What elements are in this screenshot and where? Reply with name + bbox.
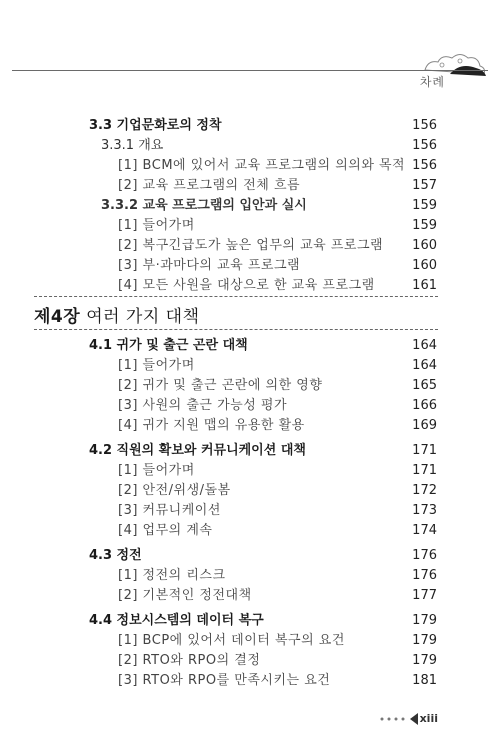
toc-title: [3] 커뮤니케이션 xyxy=(118,503,221,518)
toc-section-3-3[interactable] xyxy=(0,116,500,136)
toc-page: 156 xyxy=(412,158,437,173)
toc-page: 159 xyxy=(412,218,437,233)
toc-title: [3] 부·과마다의 교육 프로그램 xyxy=(118,258,301,273)
toc-title: [4] 귀가 지원 맵의 유용한 활용 xyxy=(118,418,305,433)
footer-dots-icon xyxy=(380,717,410,721)
toc-page: 171 xyxy=(412,463,437,478)
toc-page: 169 xyxy=(412,418,437,433)
toc-title: [3] 사원의 출근 가능성 평가 xyxy=(118,398,288,413)
toc-page: 156 xyxy=(412,118,437,133)
toc-page: 176 xyxy=(412,548,437,563)
toc-title: 4.1 귀가 및 출근 곤란 대책 xyxy=(89,338,248,353)
toc-item[interactable] xyxy=(0,631,500,651)
toc-title: [2] 교육 프로그램의 전체 흐름 xyxy=(118,178,301,193)
toc-item[interactable] xyxy=(0,586,500,606)
toc-item[interactable] xyxy=(0,566,500,586)
toc-section-4-2[interactable] xyxy=(0,441,500,461)
toc-item[interactable] xyxy=(0,256,500,276)
toc-title: 4.4 정보시스템의 데이터 복구 xyxy=(89,613,264,628)
header-label: 차례 xyxy=(419,75,445,89)
chapter-name: 여러 가지 대책 xyxy=(86,307,200,327)
toc-page: 161 xyxy=(412,278,437,293)
footer-page-number: xiii xyxy=(419,712,438,725)
toc-title: [2] 기본적인 정전대책 xyxy=(118,588,252,603)
toc-subsection-3-3-1[interactable] xyxy=(0,136,500,156)
toc-title: [3] RTO와 RPO를 만족시키는 요건 xyxy=(118,673,331,688)
toc-page: 177 xyxy=(412,588,437,603)
toc-title: 4.2 직원의 확보와 커뮤니케이션 대책 xyxy=(89,443,306,458)
toc-title: [2] 복구긴급도가 높은 업무의 교육 프로그램 xyxy=(118,238,384,253)
toc-page: 164 xyxy=(412,358,437,373)
toc-page: 164 xyxy=(412,338,437,353)
footer-arrow-icon xyxy=(410,713,418,725)
toc-item[interactable] xyxy=(0,216,500,236)
toc-item[interactable] xyxy=(0,156,500,176)
toc-item[interactable] xyxy=(0,376,500,396)
toc-page: 181 xyxy=(412,673,437,688)
toc-section-4-1[interactable] xyxy=(0,336,500,356)
toc-title: [4] 모든 사원을 대상으로 한 교육 프로그램 xyxy=(118,278,375,293)
toc-item[interactable] xyxy=(0,501,500,521)
toc-title: [1] BCM에 있어서 교육 프로그램의 의의와 목적 xyxy=(118,158,406,173)
toc-page: 159 xyxy=(412,198,437,213)
toc-item[interactable] xyxy=(0,276,500,296)
toc-section-4-4[interactable] xyxy=(0,611,500,631)
toc-title: 4.3 정전 xyxy=(89,548,142,563)
toc-title: [4] 업무의 계속 xyxy=(118,523,213,538)
toc-page: 166 xyxy=(412,398,437,413)
toc-title: [2] 안전/위생/돌봄 xyxy=(118,483,231,498)
toc-page: 179 xyxy=(412,653,437,668)
toc-item[interactable] xyxy=(0,356,500,376)
toc-page: 160 xyxy=(412,258,437,273)
toc-page: 172 xyxy=(412,483,437,498)
toc-page: 174 xyxy=(412,523,437,538)
toc-section-4-3[interactable] xyxy=(0,546,500,566)
toc-title: [1] BCP에 있어서 데이터 복구의 요건 xyxy=(118,633,345,648)
toc-page: 156 xyxy=(412,138,437,153)
toc-subsection-3-3-2[interactable] xyxy=(0,196,500,216)
toc-title: [1] 들어가며 xyxy=(118,358,195,373)
toc-title: 3.3 기업문화로의 정착 xyxy=(89,118,222,133)
toc-title: [1] 정전의 리스크 xyxy=(118,568,226,583)
chapter-divider-bottom xyxy=(34,329,438,330)
toc-item[interactable] xyxy=(0,461,500,481)
toc-page: 173 xyxy=(412,503,437,518)
toc-page: 179 xyxy=(412,613,437,628)
toc-item[interactable] xyxy=(0,416,500,436)
toc-page: 179 xyxy=(412,633,437,648)
chapter-number: 제4장 xyxy=(34,307,81,327)
toc-item[interactable] xyxy=(0,176,500,196)
toc-title: [2] 귀가 및 출근 곤란에 의한 영향 xyxy=(118,378,323,393)
chapter-heading[interactable] xyxy=(34,302,200,327)
toc-page: 160 xyxy=(412,238,437,253)
toc-page: 171 xyxy=(412,443,437,458)
toc-page: 176 xyxy=(412,568,437,583)
toc-title: 3.3.2 교육 프로그램의 입안과 실시 xyxy=(101,198,307,213)
toc-page: 165 xyxy=(412,378,437,393)
toc-page: 157 xyxy=(412,178,437,193)
toc-title: [1] 들어가며 xyxy=(118,463,195,478)
toc-item[interactable] xyxy=(0,671,500,691)
toc-title: 3.3.1 개요 xyxy=(101,138,164,153)
toc-item[interactable] xyxy=(0,396,500,416)
toc-title: [1] 들어가며 xyxy=(118,218,195,233)
toc-item[interactable] xyxy=(0,521,500,541)
toc-item[interactable] xyxy=(0,481,500,501)
toc-item[interactable] xyxy=(0,651,500,671)
toc-title: [2] RTO와 RPO의 결정 xyxy=(118,653,261,668)
toc-item[interactable] xyxy=(0,236,500,256)
chapter-divider-top xyxy=(34,296,438,297)
